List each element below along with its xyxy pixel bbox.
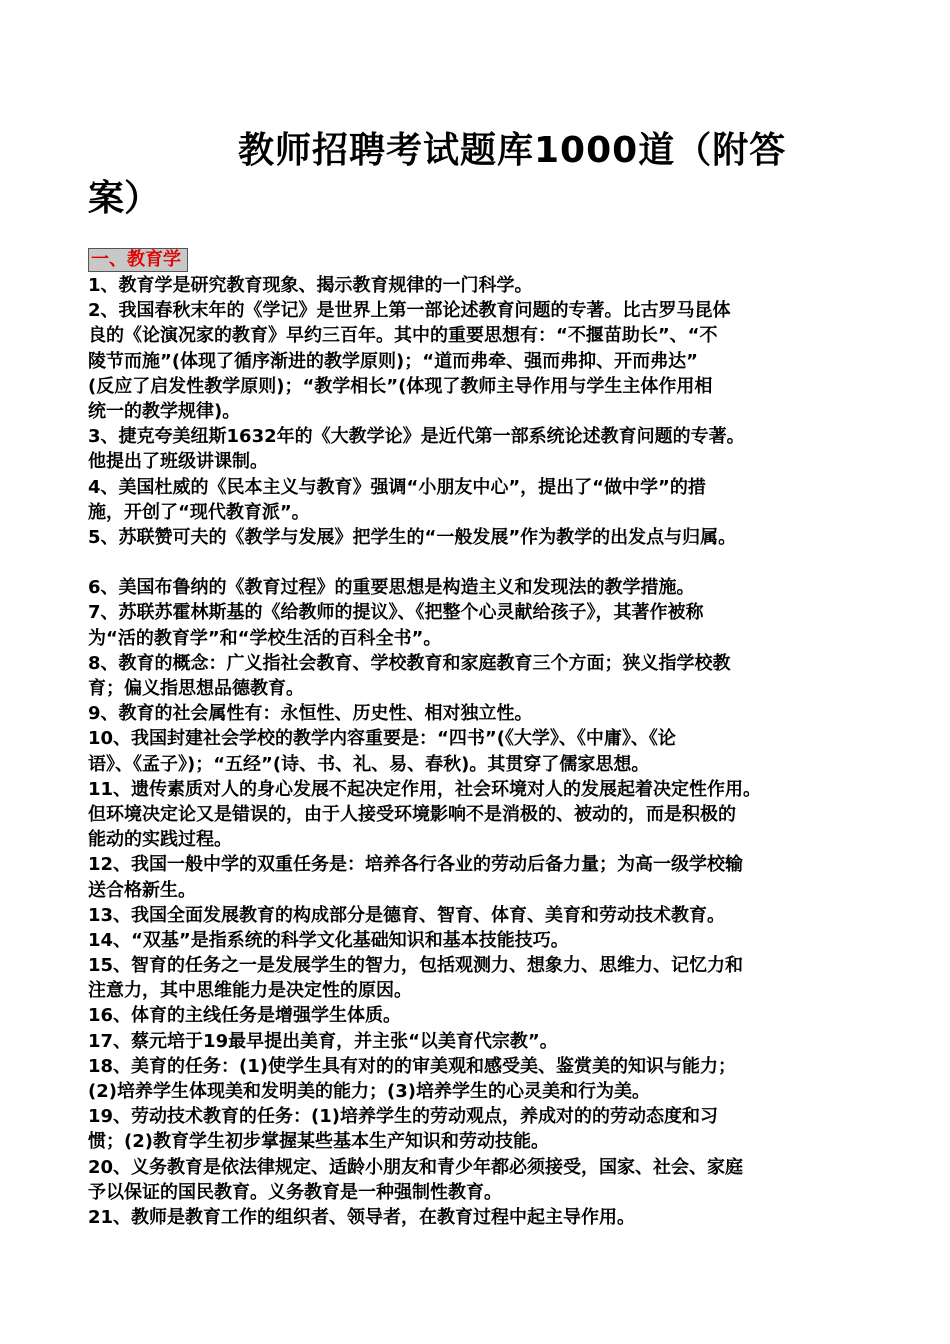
document-title-continuation: 案） xyxy=(88,178,161,219)
text-line: 施，开创了“现代教育派”。 xyxy=(88,501,310,523)
text-line: 21、教师是教育工作的组织者、领导者，在教育过程中起主导作用。 xyxy=(88,1206,636,1228)
text-line: 15、智育的任务之一是发展学生的智力，包括观测力、想象力、思维力、记忆力和 xyxy=(88,955,744,977)
text-line: 语》、《孟子》)；“五经”(诗、书、礼、易、春秋)。其贯穿了儒家思想。 xyxy=(88,753,650,775)
text-line: 19、劳动技术教育的任务：(1)培养学生的劳动观点，养成对的的劳动态度和习 xyxy=(88,1106,719,1128)
text-line: 1、教育学是研究教育现象、揭示教育规律的一门科学。 xyxy=(88,275,533,296)
text-line: 9、教育的社会属性有：永恒性、历史性、相对独立性。 xyxy=(88,703,533,725)
text-line: 5、苏联赞可夫的《教学与发展》把学生的“一般发展”作为教学的出发点与归属。 xyxy=(88,526,737,548)
text-line: 7、苏联苏霍林斯基的《给教师的提议》、《把整个心灵献给孩子》，其著作被称 xyxy=(88,602,704,624)
text-line: 4、美国杜威的《民本主义与教育》强调“小朋友中心”，提出了“做中学”的措 xyxy=(88,476,706,498)
text-line: (2)培养学生体现美和发明美的能力；(3)培养学生的心灵美和行为美。 xyxy=(88,1081,650,1102)
text-line: 6、美国布鲁纳的《教育过程》的重要思想是构造主义和发现法的教学措施。 xyxy=(88,577,695,599)
text-line: 20、义务教育是依法律规定、适龄小朋友和青少年都必须接受，国家、社会、家庭 xyxy=(88,1156,744,1178)
text-line: 他提出了班级讲课制。 xyxy=(88,451,268,473)
text-line: 注意力，其中思维能力是决定性的原因。 xyxy=(88,980,412,1002)
text-line: 惯；(2)教育学生初步掌握某些基本生产知识和劳动技能。 xyxy=(88,1131,549,1153)
text-line: (反应了启发性教学原则)；“教学相长”(体现了教师主导作用与学生主体作用相 xyxy=(88,375,713,397)
text-line: 14、“双基”是指系统的科学文化基础知识和基本技能技巧。 xyxy=(88,929,569,951)
text-line: 16、体育的主线任务是增强学生体质。 xyxy=(88,1005,402,1027)
text-line: 陵节而施”(体现了循序渐进的教学原则)；“道而弗牵、强而弗抑、开而弗达” xyxy=(88,350,698,372)
section-heading: 一、教育学 xyxy=(88,248,188,272)
text-line: 17、蔡元培于19最早提出美育，并主张“以美育代宗教”。 xyxy=(88,1030,558,1052)
text-line: 统一的教学规律)。 xyxy=(88,400,241,422)
text-line: 予以保证的国民教育。义务教育是一种强制性教育。 xyxy=(88,1181,502,1203)
text-line: 送合格新生。 xyxy=(88,879,196,901)
text-line: 10、我国封建社会学校的教学内容重要是：“四书”(《大学》、《中庸》、《论 xyxy=(88,728,676,750)
blank-line xyxy=(88,550,868,575)
text-line: 能动的实践过程。 xyxy=(88,829,232,851)
text-line: 育；偏义指思想品德教育。 xyxy=(88,678,304,699)
text-line: 11、遗传素质对人的身心发展不起决定作用，社会环境对人的发展起着决定性作用。 xyxy=(88,778,762,800)
text-line: 12、我国一般中学的双重任务是：培养各行各业的劳动后备力量；为高一级学校输 xyxy=(88,854,744,876)
text-line: 8、教育的概念：广义指社会教育、学校教育和家庭教育三个方面；狭义指学校教 xyxy=(88,652,731,674)
text-line: 良的《论演况家的教育》早约三百年。其中的重要思想有：“不揠苗助长”、“不 xyxy=(88,325,718,347)
text-line: 为“活的教育学”和“学校生活的百科全书”。 xyxy=(88,627,442,649)
text-line: 但环境决定论又是错误的，由于人接受环境影响不是消极的、被动的，而是积极的 xyxy=(88,803,736,825)
text-line: 3、捷克夸美纽斯1632年的《大教学论》是近代第一部系统论述教育问题的专著。 xyxy=(88,426,745,448)
text-line: 2、我国春秋末年的《学记》是世界上第一部论述教育问题的专著。比古罗马昆体 xyxy=(88,300,731,322)
text-line: 13、我国全面发展教育的构成部分是德育、智育、体育、美育和劳动技术教育。 xyxy=(88,904,726,926)
document-body xyxy=(88,273,868,1230)
text-line: 18、美育的任务：(1)使学生具有对的的审美观和感受美、鉴赏美的知识与能力； xyxy=(88,1055,737,1077)
document-title: 教师招聘考试题库1000道（附答 xyxy=(238,130,787,171)
